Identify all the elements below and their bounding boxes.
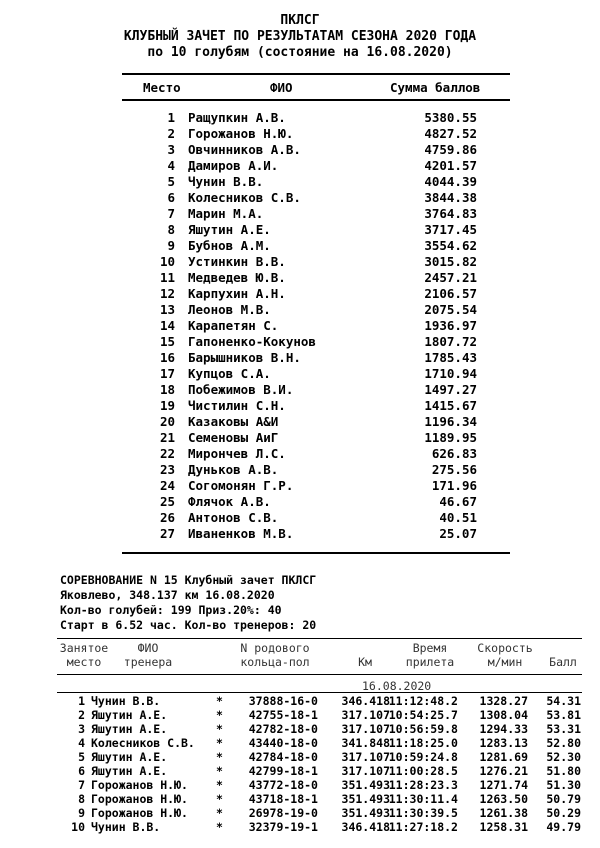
ranking-row xyxy=(0,334,600,350)
ranking-place: 20 xyxy=(159,414,175,429)
result-speed: 1258.31 xyxy=(479,820,528,834)
ranking-row xyxy=(0,478,600,494)
ranking-name: Карапетян С. xyxy=(188,318,279,333)
ranking-name: Барышников В.Н. xyxy=(188,350,301,365)
result-score: 53.31 xyxy=(546,722,581,736)
ranking-row xyxy=(0,174,600,190)
ranking-name: Медведев Ю.В. xyxy=(188,270,286,285)
ranking-name: Марин М.А. xyxy=(188,206,264,221)
result-speed: 1261.38 xyxy=(479,806,528,820)
ranking-place: 7 xyxy=(167,206,175,221)
ranking-score: 1497.27 xyxy=(424,382,477,397)
ranking-place: 23 xyxy=(159,462,175,477)
ranking-name: Устинкин В.В. xyxy=(188,254,286,269)
results-header-ring-1: N родового xyxy=(240,641,310,655)
document-subtitle: по 10 голубям (состояние на 16.08.2020) xyxy=(147,45,453,60)
ranking-name: Побежимов В.И. xyxy=(188,382,294,397)
ranking-place: 9 xyxy=(167,238,175,253)
document-title: КЛУБНЫЙ ЗАЧЕТ ПО РЕЗУЛЬТАТАМ СЕЗОНА 2020 ГОДА xyxy=(123,29,477,44)
result-speed: 1281.69 xyxy=(479,750,528,764)
result-place: 5 xyxy=(78,750,85,764)
result-score: 54.31 xyxy=(546,694,581,708)
ranking-row xyxy=(0,494,600,510)
ranking-row xyxy=(0,366,600,382)
result-speed: 1276.21 xyxy=(479,764,528,778)
results-header-score: Балл xyxy=(549,655,577,669)
ranking-row xyxy=(0,350,600,366)
ranking-score: 3717.45 xyxy=(424,222,477,237)
result-place: 2 xyxy=(78,708,85,722)
result-time: 10:56:59.8 xyxy=(388,722,458,736)
ranking-name: Дамиров А.И. xyxy=(188,158,279,173)
competition-line-3: Кол-во голубей: 199 Приз.20%: 40 xyxy=(60,603,282,617)
ranking-score: 5380.55 xyxy=(424,110,477,125)
ranking-score: 171.96 xyxy=(431,478,477,493)
result-place: 10 xyxy=(71,820,85,834)
result-score: 51.30 xyxy=(546,778,581,792)
ranking-name: Казаковы А&И xyxy=(188,414,279,429)
ranking-name: Мирончев Л.С. xyxy=(188,446,286,461)
ranking-place: 6 xyxy=(167,190,175,205)
ranking-score: 1415.67 xyxy=(424,398,477,413)
ranking-place: 1 xyxy=(167,110,175,125)
result-ring: 43772-18-0 xyxy=(248,778,318,792)
result-place: 8 xyxy=(78,792,85,806)
result-speed: 1294.33 xyxy=(479,722,528,736)
result-place: 4 xyxy=(78,736,85,750)
result-name: Яшутин А.Е. xyxy=(91,750,168,764)
result-time: 11:12:48.2 xyxy=(388,694,458,708)
result-time: 11:27:18.2 xyxy=(388,820,458,834)
ranking-place: 10 xyxy=(159,254,175,269)
result-speed: 1328.27 xyxy=(479,694,528,708)
result-km: 317.107 xyxy=(341,708,390,722)
result-star: * xyxy=(216,792,223,806)
result-km: 351.493 xyxy=(341,792,390,806)
results-row xyxy=(0,708,600,722)
result-speed: 1263.50 xyxy=(479,792,528,806)
ranking-score: 3764.83 xyxy=(424,206,477,221)
result-place: 7 xyxy=(78,778,85,792)
results-header-place-2: место xyxy=(66,655,102,669)
result-star: * xyxy=(216,736,223,750)
result-score: 51.80 xyxy=(546,764,581,778)
results-header-ring-2: кольца-пол xyxy=(240,655,310,669)
ranking-row xyxy=(0,222,600,238)
ranking-row xyxy=(0,398,600,414)
result-time: 11:28:23.3 xyxy=(388,778,458,792)
result-star: * xyxy=(216,694,223,708)
result-name: Горожанов Н.Ю. xyxy=(91,806,188,820)
ranking-row xyxy=(0,382,600,398)
ranking-name: Овчинников А.В. xyxy=(188,142,301,157)
result-speed: 1283.13 xyxy=(479,736,528,750)
result-place: 6 xyxy=(78,764,85,778)
ranking-name: Гапоненко-Кокунов xyxy=(188,334,316,349)
result-ring: 42755-18-1 xyxy=(248,708,318,722)
ranking-row xyxy=(0,190,600,206)
ranking-name: Флячок А.В. xyxy=(188,494,271,509)
results-header-fio-2: тренера xyxy=(123,655,173,669)
ranking-row xyxy=(0,302,600,318)
ranking-row xyxy=(0,158,600,174)
ranking-score: 25.07 xyxy=(439,526,477,541)
results-header-km: Км xyxy=(358,655,372,669)
result-time: 11:00:28.5 xyxy=(388,764,458,778)
result-name: Чунин В.В. xyxy=(91,694,161,708)
ranking-row xyxy=(0,446,600,462)
ranking-header-divider xyxy=(122,99,510,101)
ranking-score: 4044.39 xyxy=(424,174,477,189)
ranking-place: 3 xyxy=(167,142,175,157)
ranking-name: Леонов М.В. xyxy=(188,302,271,317)
results-row xyxy=(0,694,600,708)
results-header-time-1: Время xyxy=(412,641,448,655)
result-time: 10:59:24.8 xyxy=(388,750,458,764)
ranking-place: 14 xyxy=(159,318,175,333)
ranking-row xyxy=(0,414,600,430)
ranking-row xyxy=(0,510,600,526)
ranking-place: 21 xyxy=(159,430,175,445)
ranking-row xyxy=(0,142,600,158)
ranking-score: 1196.34 xyxy=(424,414,477,429)
ranking-name: Яшутин А.Е. xyxy=(188,222,271,237)
result-ring: 42782-18-0 xyxy=(248,722,318,736)
ranking-place: 26 xyxy=(159,510,175,525)
result-ring: 32379-19-1 xyxy=(248,820,318,834)
ranking-name: Горожанов Н.Ю. xyxy=(188,126,294,141)
ranking-name: Согомонян Г.Р. xyxy=(188,478,294,493)
competition-line-4: Старт в 6.52 час. Кол-во тренеров: 20 xyxy=(60,618,317,632)
result-km: 346.418 xyxy=(341,694,390,708)
results-header-divider xyxy=(57,674,582,675)
result-score: 50.29 xyxy=(546,806,581,820)
ranking-place: 17 xyxy=(159,366,175,381)
results-row xyxy=(0,736,600,750)
ranking-score: 4201.57 xyxy=(424,158,477,173)
result-ring: 42784-18-0 xyxy=(248,750,318,764)
result-star: * xyxy=(216,806,223,820)
ranking-score: 3554.62 xyxy=(424,238,477,253)
ranking-place: 27 xyxy=(159,526,175,541)
ranking-name: Иваненков М.В. xyxy=(188,526,294,541)
ranking-name: Семеновы АиГ xyxy=(188,430,279,445)
result-ring: 42799-18-1 xyxy=(248,764,318,778)
ranking-row xyxy=(0,526,600,542)
results-header-time-2: прилета xyxy=(405,655,455,669)
ranking-row xyxy=(0,286,600,302)
ranking-score: 626.83 xyxy=(431,446,477,461)
ranking-name: Карпухин А.Н. xyxy=(188,286,286,301)
ranking-place: 16 xyxy=(159,350,175,365)
ranking-name: Колесников С.В. xyxy=(188,190,301,205)
result-time: 11:30:39.5 xyxy=(388,806,458,820)
ranking-place: 12 xyxy=(159,286,175,301)
col-header-place: Место xyxy=(143,80,181,95)
result-star: * xyxy=(216,750,223,764)
result-name: Яшутин А.Е. xyxy=(91,764,168,778)
ranking-row xyxy=(0,270,600,286)
results-row xyxy=(0,764,600,778)
result-score: 52.80 xyxy=(546,736,581,750)
col-header-sum: Сумма баллов xyxy=(390,80,481,95)
ranking-score: 1807.72 xyxy=(424,334,477,349)
ranking-place: 13 xyxy=(159,302,175,317)
result-name: Яшутин А.Е. xyxy=(91,708,168,722)
ranking-score: 2075.54 xyxy=(424,302,477,317)
result-speed: 1308.04 xyxy=(479,708,528,722)
ranking-place: 18 xyxy=(159,382,175,397)
result-score: 52.30 xyxy=(546,750,581,764)
results-date-divider xyxy=(57,692,582,693)
ranking-score: 1189.95 xyxy=(424,430,477,445)
ranking-place: 15 xyxy=(159,334,175,349)
result-km: 351.493 xyxy=(341,806,390,820)
ranking-score: 1785.43 xyxy=(424,350,477,365)
result-km: 317.107 xyxy=(341,722,390,736)
ranking-score: 1710.94 xyxy=(424,366,477,381)
ranking-row xyxy=(0,254,600,270)
ranking-score: 3844.38 xyxy=(424,190,477,205)
ranking-row xyxy=(0,318,600,334)
result-ring: 37888-16-0 xyxy=(248,694,318,708)
ranking-row xyxy=(0,430,600,446)
results-row xyxy=(0,806,600,820)
results-row xyxy=(0,792,600,806)
ranking-name: Дуньков А.В. xyxy=(188,462,279,477)
result-ring: 26978-19-0 xyxy=(248,806,318,820)
ranking-row xyxy=(0,462,600,478)
results-row xyxy=(0,820,600,834)
result-time: 10:54:25.7 xyxy=(388,708,458,722)
ranking-bottom-divider xyxy=(122,552,510,554)
ranking-row xyxy=(0,110,600,126)
result-km: 341.848 xyxy=(341,736,390,750)
ranking-score: 1936.97 xyxy=(424,318,477,333)
ranking-name: Чунин В.В. xyxy=(188,174,264,189)
ranking-score: 46.67 xyxy=(439,494,477,509)
result-time: 11:30:11.4 xyxy=(388,792,458,806)
results-row xyxy=(0,778,600,792)
result-name: Горожанов Н.Ю. xyxy=(91,792,188,806)
competition-line-1: СОРЕВНОВАНИЕ N 15 Клубный зачет ПКЛСГ xyxy=(60,573,317,587)
ranking-place: 22 xyxy=(159,446,175,461)
ranking-place: 25 xyxy=(159,494,175,509)
ranking-row xyxy=(0,126,600,142)
ranking-score: 3015.82 xyxy=(424,254,477,269)
result-star: * xyxy=(216,764,223,778)
results-row xyxy=(0,750,600,764)
result-score: 49.79 xyxy=(546,820,581,834)
result-name: Яшутин А.Е. xyxy=(91,722,168,736)
ranking-top-divider xyxy=(122,73,510,75)
result-score: 53.81 xyxy=(546,708,581,722)
ranking-name: Купцов С.А. xyxy=(188,366,271,381)
ranking-name: Бубнов А.М. xyxy=(188,238,271,253)
ranking-score: 4827.52 xyxy=(424,126,477,141)
result-star: * xyxy=(216,820,223,834)
result-place: 9 xyxy=(78,806,85,820)
col-header-fio: ФИО xyxy=(270,80,293,95)
ranking-row xyxy=(0,206,600,222)
document-org: ПКЛСГ xyxy=(280,13,320,28)
result-name: Колесников С.В. xyxy=(91,736,195,750)
result-star: * xyxy=(216,722,223,736)
ranking-place: 5 xyxy=(167,174,175,189)
ranking-place: 8 xyxy=(167,222,175,237)
ranking-place: 2 xyxy=(167,126,175,141)
result-name: Чунин В.В. xyxy=(91,820,161,834)
ranking-score: 40.51 xyxy=(439,510,477,525)
results-header-speed-2: м/мин xyxy=(487,655,523,669)
competition-line-2: Яковлево, 348.137 км 16.08.2020 xyxy=(60,588,275,602)
result-km: 351.493 xyxy=(341,778,390,792)
ranking-place: 19 xyxy=(159,398,175,413)
results-row xyxy=(0,722,600,736)
result-name: Горожанов Н.Ю. xyxy=(91,778,188,792)
result-star: * xyxy=(216,778,223,792)
results-top-divider xyxy=(57,638,582,639)
results-header-speed-1: Скорость xyxy=(477,641,533,655)
result-ring: 43440-18-0 xyxy=(248,736,318,750)
result-km: 317.107 xyxy=(341,750,390,764)
results-header-place-1: Занятое xyxy=(59,641,109,655)
result-star: * xyxy=(216,708,223,722)
ranking-name: Чистилин С.Н. xyxy=(188,398,286,413)
result-ring: 43718-18-1 xyxy=(248,792,318,806)
result-place: 1 xyxy=(78,694,85,708)
result-time: 11:18:25.0 xyxy=(388,736,458,750)
result-km: 317.107 xyxy=(341,764,390,778)
result-place: 3 xyxy=(78,722,85,736)
ranking-name: Ращупкин А.В. xyxy=(188,110,286,125)
results-date: 16.08.2020 xyxy=(362,679,432,693)
ranking-place: 4 xyxy=(167,158,175,173)
ranking-score: 2457.21 xyxy=(424,270,477,285)
results-header-fio-1: ФИО xyxy=(137,641,159,655)
result-km: 346.418 xyxy=(341,820,390,834)
ranking-score: 2106.57 xyxy=(424,286,477,301)
ranking-name: Антонов С.В. xyxy=(188,510,279,525)
result-speed: 1271.74 xyxy=(479,778,528,792)
ranking-score: 275.56 xyxy=(431,462,477,477)
ranking-place: 11 xyxy=(159,270,175,285)
ranking-score: 4759.86 xyxy=(424,142,477,157)
ranking-place: 24 xyxy=(159,478,175,493)
result-score: 50.79 xyxy=(546,792,581,806)
ranking-row xyxy=(0,238,600,254)
